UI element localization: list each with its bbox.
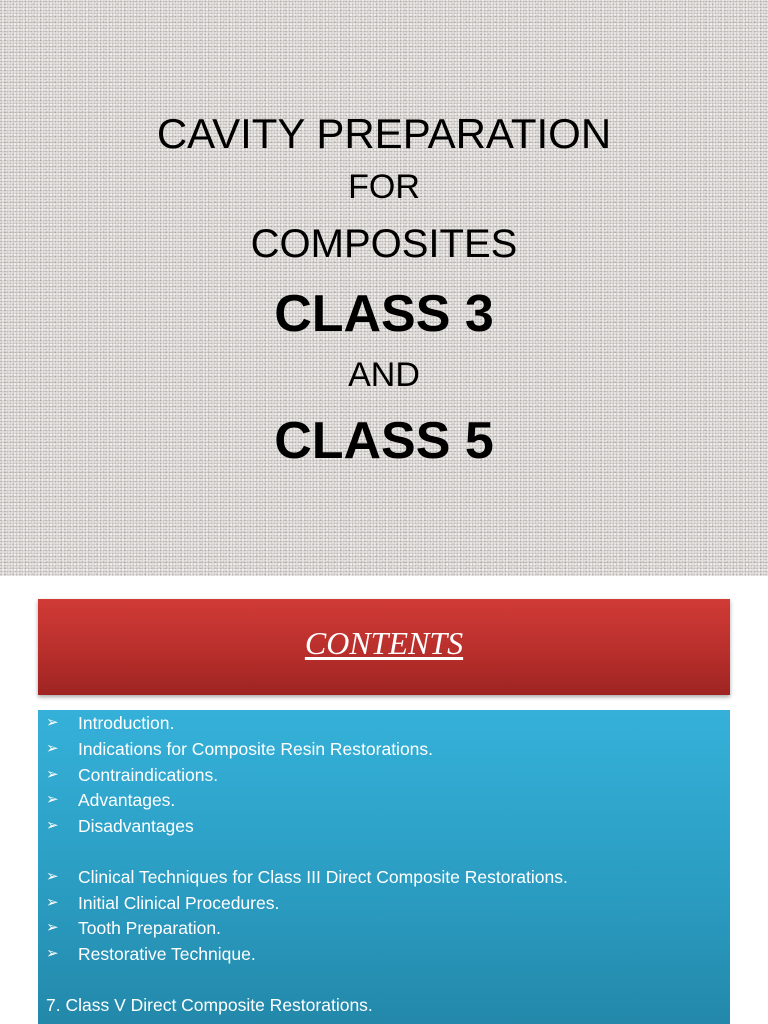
title-line-class-5: CLASS 5 [274,412,494,470]
contents-item-label: Initial Clinical Procedures. [78,893,280,913]
contents-list-item [38,890,730,916]
title-line-for: FOR [348,168,420,206]
contents-item-label: Disadvantages [78,816,194,836]
arrow-bullet-icon: ➢ [46,817,59,834]
arrow-bullet-icon: ➢ [46,714,59,731]
contents-list-item [38,710,730,736]
arrow-bullet-icon: ➢ [46,894,59,911]
contents-list-item [38,787,730,813]
contents-heading: CONTENTS [304,625,464,661]
contents-item-label: Introduction. [78,713,175,733]
arrow-bullet-icon: ➢ [46,945,59,962]
arrow-bullet-icon: ➢ [46,868,59,885]
arrow-bullet-icon: ➢ [46,919,59,936]
contents-item-label: Clinical Techniques for Class III Direct Composite Restorations. [78,867,568,887]
contents-list-item [38,813,730,839]
slide-divider [0,576,768,600]
contents-list-item [38,915,730,941]
title-line-and: AND [348,356,420,394]
contents-item-label: Tooth Preparation. [78,918,222,938]
contents-list-item [38,864,730,890]
title-line-composites: COMPOSITES [250,222,518,266]
arrow-bullet-icon: ➢ [46,791,59,808]
arrow-bullet-icon: ➢ [46,740,59,757]
title-line-cavity-preparation: CAVITY PREPARATION [156,110,612,157]
arrow-bullet-icon: ➢ [46,766,59,783]
title-line-class-3: CLASS 3 [274,285,494,343]
contents-item-label: Indications for Composite Resin Restorations. [78,739,434,759]
contents-list-item [38,762,730,788]
contents-numbered-item: 7. Class V Direct Composite Restorations. [46,995,373,1015]
contents-item-label: Contraindications. [78,765,219,785]
contents-list-box [38,710,730,1024]
contents-list-item [38,736,730,762]
contents-banner [38,599,730,695]
contents-item-label: Restorative Technique. [78,944,256,964]
contents-item-label: Advantages. [78,790,176,810]
contents-list-item [38,941,730,967]
